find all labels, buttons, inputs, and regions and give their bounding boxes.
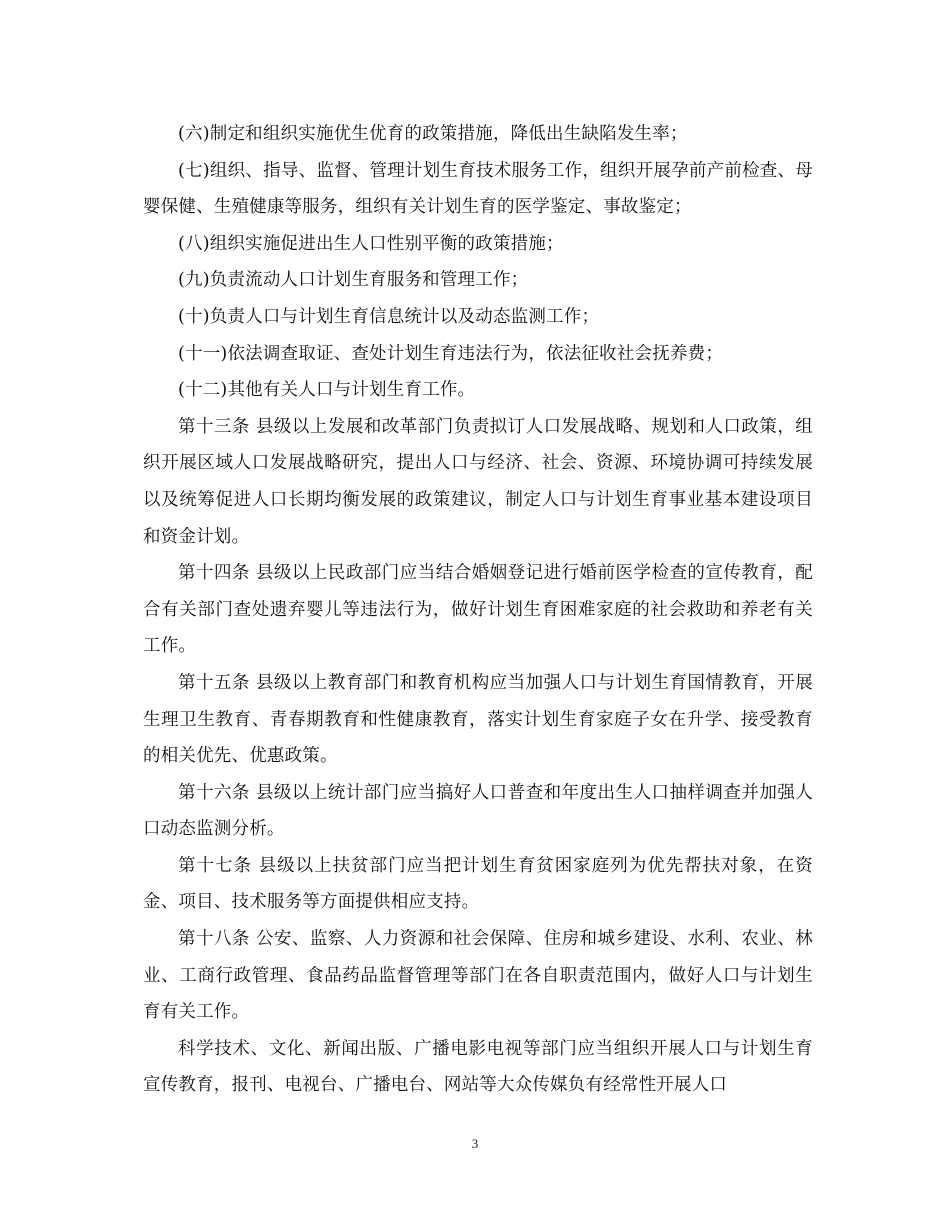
paragraph: (九)负责流动人口计划生育服务和管理工作； — [178, 270, 529, 291]
paragraph: 科学技术、文化、新闻出版、广播电影电视等部门应当组织开展人口与计划生育宣传教育，报刊、电视台、广播电台、网站等大众传媒负有经常性开展人口 — [143, 1038, 813, 1096]
paragraph: (十二)其他有关人口与计划生育工作。 — [178, 380, 476, 401]
article-18: 第十八条 公安、监察、人力资源和社会保障、住房和城乡建设、水利、农业、林业、工商行政管理、食品药品监督管理等部门在各自职责范围内，做好人口与计划生育有关工作。 — [143, 929, 813, 1023]
article-13: 第十三条 县级以上发展和改革部门负责拟订人口发展战略、规划和人口政策，组织开展区域人口发展战略研究，提出人口与经济、社会、资源、环境协调可持续发展以及统筹促进人口长期均衡发展的政策建议，制定人口与计划生育事业基本建设项目和资金计划。 — [143, 416, 813, 547]
article-15: 第十五条 县级以上教育部门和教育机构应当加强人口与计划生育国情教育，开展生理卫生教育、青春期教育和性健康教育，落实计划生育家庭子女在升学、接受教育的相关优先、优惠政策。 — [143, 672, 813, 767]
paragraph: (六)制定和组织实施优生优育的政策措施，降低出生缺陷发生率； — [178, 124, 688, 144]
article-16: 第十六条 县级以上统计部门应当搞好人口普查和年度出生人口抽样调查并加强人口动态监测分析。 — [143, 782, 813, 840]
paragraph: (八)组织实施促进出生人口性别平衡的政策措施； — [178, 233, 564, 254]
article-14: 第十四条 县级以上民政部门应当结合婚姻登记进行婚前医学检查的宣传教育，配合有关部门查处遗弃婴儿等违法行为，做好计划生育困难家庭的社会救助和养老有关工作。 — [143, 563, 813, 657]
page-number: 3 — [471, 1136, 479, 1151]
article-17: 第十七条 县级以上扶贫部门应当把计划生育贫困家庭列为优先帮扶对象，在资金、项目、技术服务等方面提供相应支持。 — [143, 855, 813, 913]
paragraph: (七)组织、指导、监督、管理计划生育技术服务工作，组织开展孕前产前检查、母婴保健、生殖健康等服务，组织有关计划生育的医学鉴定、事故鉴定； — [143, 160, 813, 218]
document-body — [143, 116, 813, 1104]
paragraph: (十一)依法调查取证、查处计划生育违法行为，依法征收社会抚养费； — [178, 343, 724, 364]
paragraph: (十)负责人口与计划生育信息统计以及动态监测工作； — [178, 306, 600, 327]
